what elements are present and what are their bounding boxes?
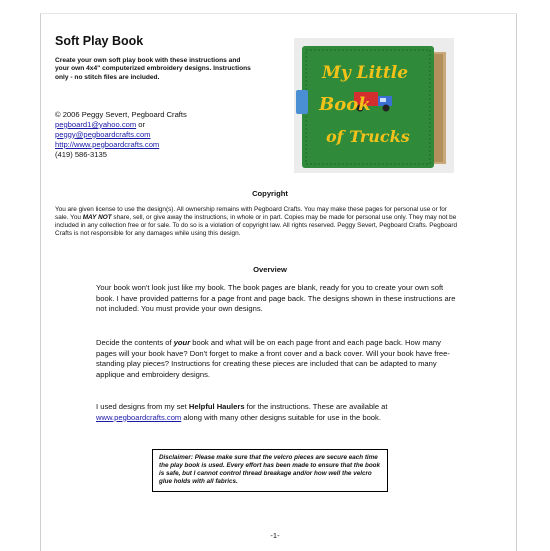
contact-block	[55, 110, 275, 160]
website-link[interactable]: http://www.pegboardcrafts.com	[55, 139, 160, 149]
copyright-text-a: You are given license to use the design(s). All ownership remains with Pegboard Crafts. You may make these pages for personal use or for sale. You	[55, 206, 447, 221]
overview-heading: Overview	[253, 265, 287, 274]
p2-b: book and what will be on each page front and each page back. How many pages will your book have? Don't forget to make a front cover and a back cover. Will your book have free-standing play pieces? Instructions for creating these pieces are included that can be adapted to many applique and embroidery designs.	[96, 338, 450, 379]
copyright-line: © 2006 Peggy Severt, Pegboard Crafts	[55, 110, 187, 119]
overview-paragraph-3	[96, 402, 461, 423]
disclaimer-box: Disclaimer: Please make sure that the velcro pieces are secure each time the play book is used. Every effort has been made to ensure that the book is safe, but I cannot control thread breakage and/or how well the velcro glue holds with all fabrics.	[152, 449, 388, 492]
intro-text: Create your own soft play book with these instructions and your own 4x4" computerized embroidery designs. Instructions only - no stitch files are included.	[55, 57, 251, 81]
copyright-text	[55, 206, 460, 238]
p2-emphasis: your	[173, 338, 191, 347]
email-or: or	[136, 119, 146, 129]
p3-b: for the instructions. These are available at	[244, 402, 388, 411]
copyright-text-b: share, sell, or give away the instructions, in whole or in part. Copies may be made for personal use only. They may not be included in any collection free or for sale. To do so is a violation of copyright law. All rights reserved. Peggy Severt, Pegboard Crafts. Pegboard Crafts is not responsible for any damages while using this design.	[55, 213, 457, 237]
email-link-2[interactable]: peggy@pegboardcrafts.com	[55, 129, 151, 139]
p2-a: Decide the contents of	[96, 338, 174, 347]
cover-title-line3: of Trucks	[326, 127, 410, 146]
cover-title-line2: Book	[319, 94, 371, 115]
book-photo	[294, 38, 454, 173]
copyright-heading: Copyright	[252, 189, 288, 198]
p3-website-link[interactable]: www.pegboardcrafts.com	[96, 412, 182, 422]
email-line	[55, 120, 275, 130]
p3-set-name: Helpful Haulers	[188, 402, 245, 411]
p3-c: along with many other designs suitable for use in the book.	[181, 412, 381, 422]
copyright-emphasis: MAY NOT	[82, 213, 112, 221]
email-link-1[interactable]: pegboard1@yahoo.com	[55, 119, 137, 129]
p3-a: I used designs from my set	[96, 402, 189, 411]
page-number: -1-	[270, 531, 280, 540]
book-cover-image	[294, 38, 454, 173]
overview-paragraph-1: Your book won't look just like my book. The book pages are blank, ready for you to create your own soft book. I have provided patterns for a page front and page back. The designs shown in these instructions are not included. You must provide your own designs.	[96, 283, 456, 314]
overview-paragraph-2	[96, 338, 461, 380]
cover-title-line1: My Little	[322, 63, 409, 83]
page-title: Soft Play Book	[55, 34, 144, 48]
velcro-tab	[296, 90, 308, 114]
phone-number: (419) 586-3135	[55, 149, 107, 159]
